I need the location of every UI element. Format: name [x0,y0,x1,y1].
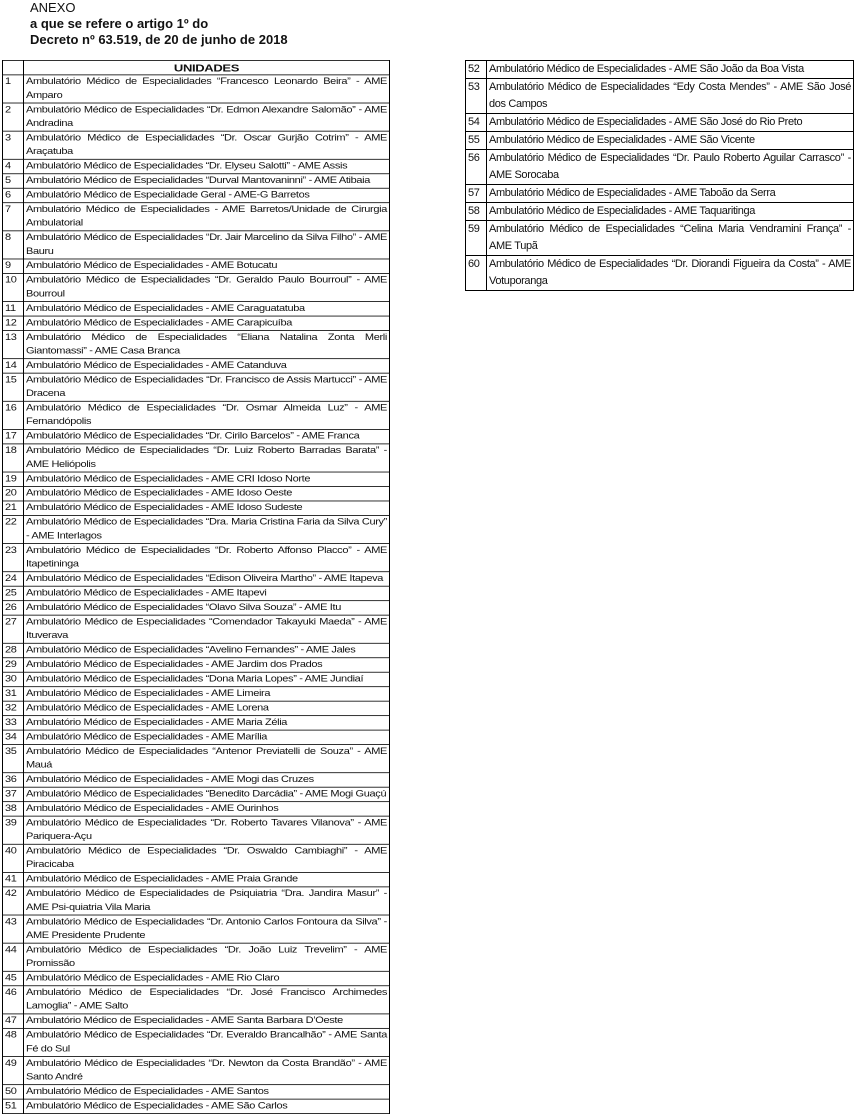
table-row [466,185,854,203]
unit-name: Ambulatório Médico de Especialidade Geral - AME-G Barretos [23,188,389,202]
row-number: 51 [3,1099,24,1113]
unit-name: Ambulatório Médico de Especialidades - AME Santa Barbara D’Oeste [23,1014,389,1028]
table-row [3,672,390,686]
row-number: 1 [3,75,24,103]
unit-name: Ambulatório Médico de Especialidades “Dr. José Francisco Archimedes Lamoglia” - AME Salto [23,986,389,1014]
table-row [3,716,390,730]
row-number: 56 [466,150,487,185]
unit-name: Ambulatório Médico de Especialidades - AME São Carlos [23,1099,389,1113]
table-row [3,730,390,744]
row-number: 20 [3,487,24,501]
row-number: 60 [466,256,487,291]
table-header-row [3,60,390,74]
table-row [3,302,390,316]
table-row [3,501,390,515]
table-row [3,844,390,872]
row-number: 7 [3,203,24,231]
row-number: 28 [3,643,24,657]
unit-name: Ambulatório Médico de Especialidades “Francesco Leonardo Beira” - AME Amparo [23,75,389,103]
table-row [466,150,854,185]
table-row [3,331,390,359]
unit-name: Ambulatório Médico de Especialidades “Antenor Previatelli de Souza” - AME Mauá [23,745,389,773]
row-number: 17 [3,429,24,443]
row-number: 58 [466,203,487,221]
unit-name: Ambulatório Médico de Especialidades “Dra. Maria Cristina Faria da Silva Cury” - AME Interlagos [23,515,389,543]
unit-name: Ambulatório Médico de Especialidades “Benedito Darcádia” - AME Mogi Guaçú [23,787,389,801]
document-header [30,0,288,48]
table-row [3,544,390,572]
table-row [3,872,390,886]
table-row [3,401,390,429]
table-row [466,79,854,114]
row-number: 46 [3,986,24,1014]
units-table-right-body [466,61,854,291]
row-number: 44 [3,943,24,971]
unit-name: Ambulatório Médico de Especialidades “Dr. Roberto Tavares Vilanova” - AME Pariquera-Açu [23,816,389,844]
row-number: 29 [3,658,24,672]
row-number: 48 [3,1028,24,1056]
unit-name: Ambulatório Médico de Especialidades “Dr. João Luiz Trevelim” - AME Promissão [23,943,389,971]
table-row [3,745,390,773]
unit-name: Ambulatório Médico de Especialidades - AME Taboão da Serra [486,185,853,203]
unit-name: Ambulatório Médico de Especialidades “Dr. Everaldo Brancalhão” - AME Santa Fé do Sul [23,1028,389,1056]
empty-header-cell [3,60,24,74]
unit-name: Ambulatório Médico de Especialidades “Dr. Oscar Gurjão Cotrim” - AME Araçatuba [23,131,389,159]
unit-name: Ambulatório Médico de Especialidades - AME Mogi das Cruzes [23,773,389,787]
unit-name: Ambulatório Médico de Especialidades - AME São João da Boa Vista [486,61,853,79]
row-number: 39 [3,816,24,844]
table-row [3,586,390,600]
row-number: 57 [466,185,487,203]
row-number: 31 [3,687,24,701]
row-number: 59 [466,221,487,256]
row-number: 53 [466,79,487,114]
row-number: 8 [3,231,24,259]
row-number: 6 [3,188,24,202]
row-number: 16 [3,401,24,429]
row-number: 49 [3,1057,24,1085]
row-number: 37 [3,787,24,801]
row-number: 34 [3,730,24,744]
unit-name: Ambulatório Médico de Especialidades “Dr. Jair Marcelino da Silva Filho” - AME Bauru [23,231,389,259]
unit-name: Ambulatório Médico de Especialidades - AME Carapicuíba [23,316,389,330]
table-row [3,231,390,259]
unit-name: Ambulatório Médico de Especialidades “Celina Maria Vendramini França” - AME Tupã [486,221,853,256]
unit-name: Ambulatório Médico de Especialidades “Dr. Paulo Roberto Aguilar Carrasco” - AME Sorocaba [486,150,853,185]
table-row [3,687,390,701]
table-row [3,203,390,231]
table-row [3,444,390,472]
unit-name: Ambulatório Médico de Especialidades “Dr. Cirilo Barcelos” - AME Franca [23,429,389,443]
unit-name: Ambulatório Médico de Especialidades “Dr. Oswaldo Cambiaghi” - AME Piracicaba [23,844,389,872]
table-row [3,429,390,443]
row-number: 13 [3,331,24,359]
table-row [466,203,854,221]
row-number: 9 [3,259,24,273]
table-row [3,472,390,486]
table-row [3,75,390,103]
unit-name: Ambulatório Médico de Especialidades - AME Praia Grande [23,872,389,886]
table-row [3,915,390,943]
table-row [3,943,390,971]
row-number: 24 [3,572,24,586]
table-row [3,159,390,173]
table-row [3,986,390,1014]
row-number: 25 [3,586,24,600]
row-number: 2 [3,103,24,131]
table-row [3,701,390,715]
table-row [466,256,854,291]
row-number: 54 [466,114,487,132]
row-number: 36 [3,773,24,787]
table-row [3,615,390,643]
table-row [3,487,390,501]
row-number: 11 [3,302,24,316]
unit-name: Ambulatório Médico de Especialidades - AME Maria Zélia [23,716,389,730]
unit-name: Ambulatório Médico de Especialidades - AME São José do Rio Preto [486,114,853,132]
table-row [3,1057,390,1085]
row-number: 43 [3,915,24,943]
units-table-right [465,60,854,291]
table-row [3,1014,390,1028]
unit-name: Ambulatório Médico de Especialidades - AME Santos [23,1085,389,1099]
row-number: 41 [3,872,24,886]
row-number: 5 [3,174,24,188]
table-row [3,174,390,188]
row-number: 3 [3,131,24,159]
unit-name: Ambulatório Médico de Especialidades “Dr. Edmon Alexandre Salomão” - AME Andradina [23,103,389,131]
unit-name: Ambulatório Médico de Especialidades “Eliana Natalina Zonta Merli Giantomassi” - AME Casa Branca [23,331,389,359]
row-number: 42 [3,887,24,915]
unit-name: Ambulatório Médico de Especialidades “Durval Mantovaninni” - AME Atibaia [23,174,389,188]
table-row [3,643,390,657]
table-row [3,572,390,586]
table-row [3,601,390,615]
unit-name: Ambulatório Médico de Especialidades “Dr. Francisco de Assis Martucci” - AME Dracena [23,373,389,401]
unit-name: Ambulatório Médico de Especialidades “Avelino Fernandes” - AME Jales [23,643,389,657]
table-row [3,787,390,801]
row-number: 30 [3,672,24,686]
table-row [3,802,390,816]
table-row [3,1085,390,1099]
unit-name: Ambulatório Médico de Especialidades “Olavo Silva Souza” - AME Itu [23,601,389,615]
row-number: 12 [3,316,24,330]
unit-name: Ambulatório Médico de Especialidades “Dr. Antonio Carlos Fontoura da Silva” - AME Presidente Prudente [23,915,389,943]
table-row [3,273,390,301]
table-row [3,887,390,915]
unit-name: Ambulatório Médico de Especialidades - AME Jardim dos Prados [23,658,389,672]
unit-name: Ambulatório Médico de Especialidades - AME Caraguatatuba [23,302,389,316]
unit-name: Ambulatório Médico de Especialidades - AME Ourinhos [23,802,389,816]
row-number: 27 [3,615,24,643]
row-number: 35 [3,745,24,773]
unit-name: Ambulatório Médico de Especialidades - AME Rio Claro [23,971,389,985]
row-number: 23 [3,544,24,572]
table-row [3,515,390,543]
units-column-header: UNIDADES [23,60,389,74]
unit-name: Ambulatório Médico de Especialidades - AME São Vicente [486,132,853,150]
table-row [466,132,854,150]
row-number: 21 [3,501,24,515]
table-row [3,1099,390,1113]
table-row [3,816,390,844]
table-row [3,658,390,672]
unit-name: Ambulatório Médico de Especialidades “Dr. Roberto Affonso Placco” - AME Itapetininga [23,544,389,572]
row-number: 32 [3,701,24,715]
table-row [3,188,390,202]
unit-name: Ambulatório Médico de Especialidades - AME Idoso Sudeste [23,501,389,515]
annex-title: ANEXO [30,0,76,15]
row-number: 40 [3,844,24,872]
table-row [3,1028,390,1056]
unit-name: Ambulatório Médico de Especialidades - AME Itapevi [23,586,389,600]
unit-name: Ambulatório Médico de Especialidades - AME Barretos/Unidade de Cirurgia Ambulatorial [23,203,389,231]
unit-name: Ambulatório Médico de Especialidades - AME Limeira [23,687,389,701]
unit-name: Ambulatório Médico de Especialidades - AME Lorena [23,701,389,715]
unit-name: Ambulatório Médico de Especialidades “Dr. Osmar Almeida Luz” - AME Fernandópolis [23,401,389,429]
unit-name: Ambulatório Médico de Especialidades “Dona Maria Lopes” - AME Jundiaí [23,672,389,686]
unit-name: Ambulatório Médico de Especialidades de Psiquiatria “Dra. Jandira Masur” - AME Psi-quiatria Vila Maria [23,887,389,915]
row-number: 33 [3,716,24,730]
decree-reference: Decreto nº 63.519, de 20 de junho de 2018 [30,32,288,47]
table-row [3,259,390,273]
row-number: 38 [3,802,24,816]
row-number: 18 [3,444,24,472]
row-number: 26 [3,601,24,615]
units-table-left [2,60,390,1114]
row-number: 52 [466,61,487,79]
row-number: 55 [466,132,487,150]
table-row [3,103,390,131]
unit-name: Ambulatório Médico de Especialidades - AME Botucatu [23,259,389,273]
unit-name: Ambulatório Médico de Especialidades “Dr. Geraldo Paulo Bourroul” - AME Bourroul [23,273,389,301]
table-row [466,221,854,256]
table-row [466,114,854,132]
unit-name: Ambulatório Médico de Especialidades “Dr. Luiz Roberto Barradas Barata” - AME Heliópolis [23,444,389,472]
unit-name: Ambulatório Médico de Especialidades “Comendador Takayuki Maeda” - AME Ituverava [23,615,389,643]
unit-name: Ambulatório Médico de Especialidades “Dr. Elyseu Salotti” - AME Assis [23,159,389,173]
annex-subtitle: a que se refere o artigo 1º do [30,16,209,31]
unit-name: Ambulatório Médico de Especialidades - AME Idoso Oeste [23,487,389,501]
row-number: 10 [3,273,24,301]
row-number: 15 [3,373,24,401]
unit-name: Ambulatório Médico de Especialidades “Dr. Newton da Costa Brandão” - AME Santo André [23,1057,389,1085]
table-row [3,131,390,159]
row-number: 45 [3,971,24,985]
row-number: 22 [3,515,24,543]
row-number: 4 [3,159,24,173]
units-table-left-body [3,75,390,1114]
unit-name: Ambulatório Médico de Especialidades - AME Taquaritinga [486,203,853,221]
table-row [3,316,390,330]
unit-name: Ambulatório Médico de Especialidades - AME Marília [23,730,389,744]
row-number: 14 [3,359,24,373]
table-row [3,971,390,985]
unit-name: Ambulatório Médico de Especialidades “Edison Oliveira Martho” - AME Itapeva [23,572,389,586]
table-row [466,61,854,79]
table-row [3,359,390,373]
table-row [3,373,390,401]
row-number: 50 [3,1085,24,1099]
row-number: 19 [3,472,24,486]
unit-name: Ambulatório Médico de Especialidades - AME Catanduva [23,359,389,373]
unit-name: Ambulatório Médico de Especialidades “Dr. Diorandi Figueira da Costa” - AME Votuporanga [486,256,853,291]
row-number: 47 [3,1014,24,1028]
unit-name: Ambulatório Médico de Especialidades - AME CRI Idoso Norte [23,472,389,486]
unit-name: Ambulatório Médico de Especialidades “Edy Costa Mendes” - AME São José dos Campos [486,79,853,114]
table-row [3,773,390,787]
